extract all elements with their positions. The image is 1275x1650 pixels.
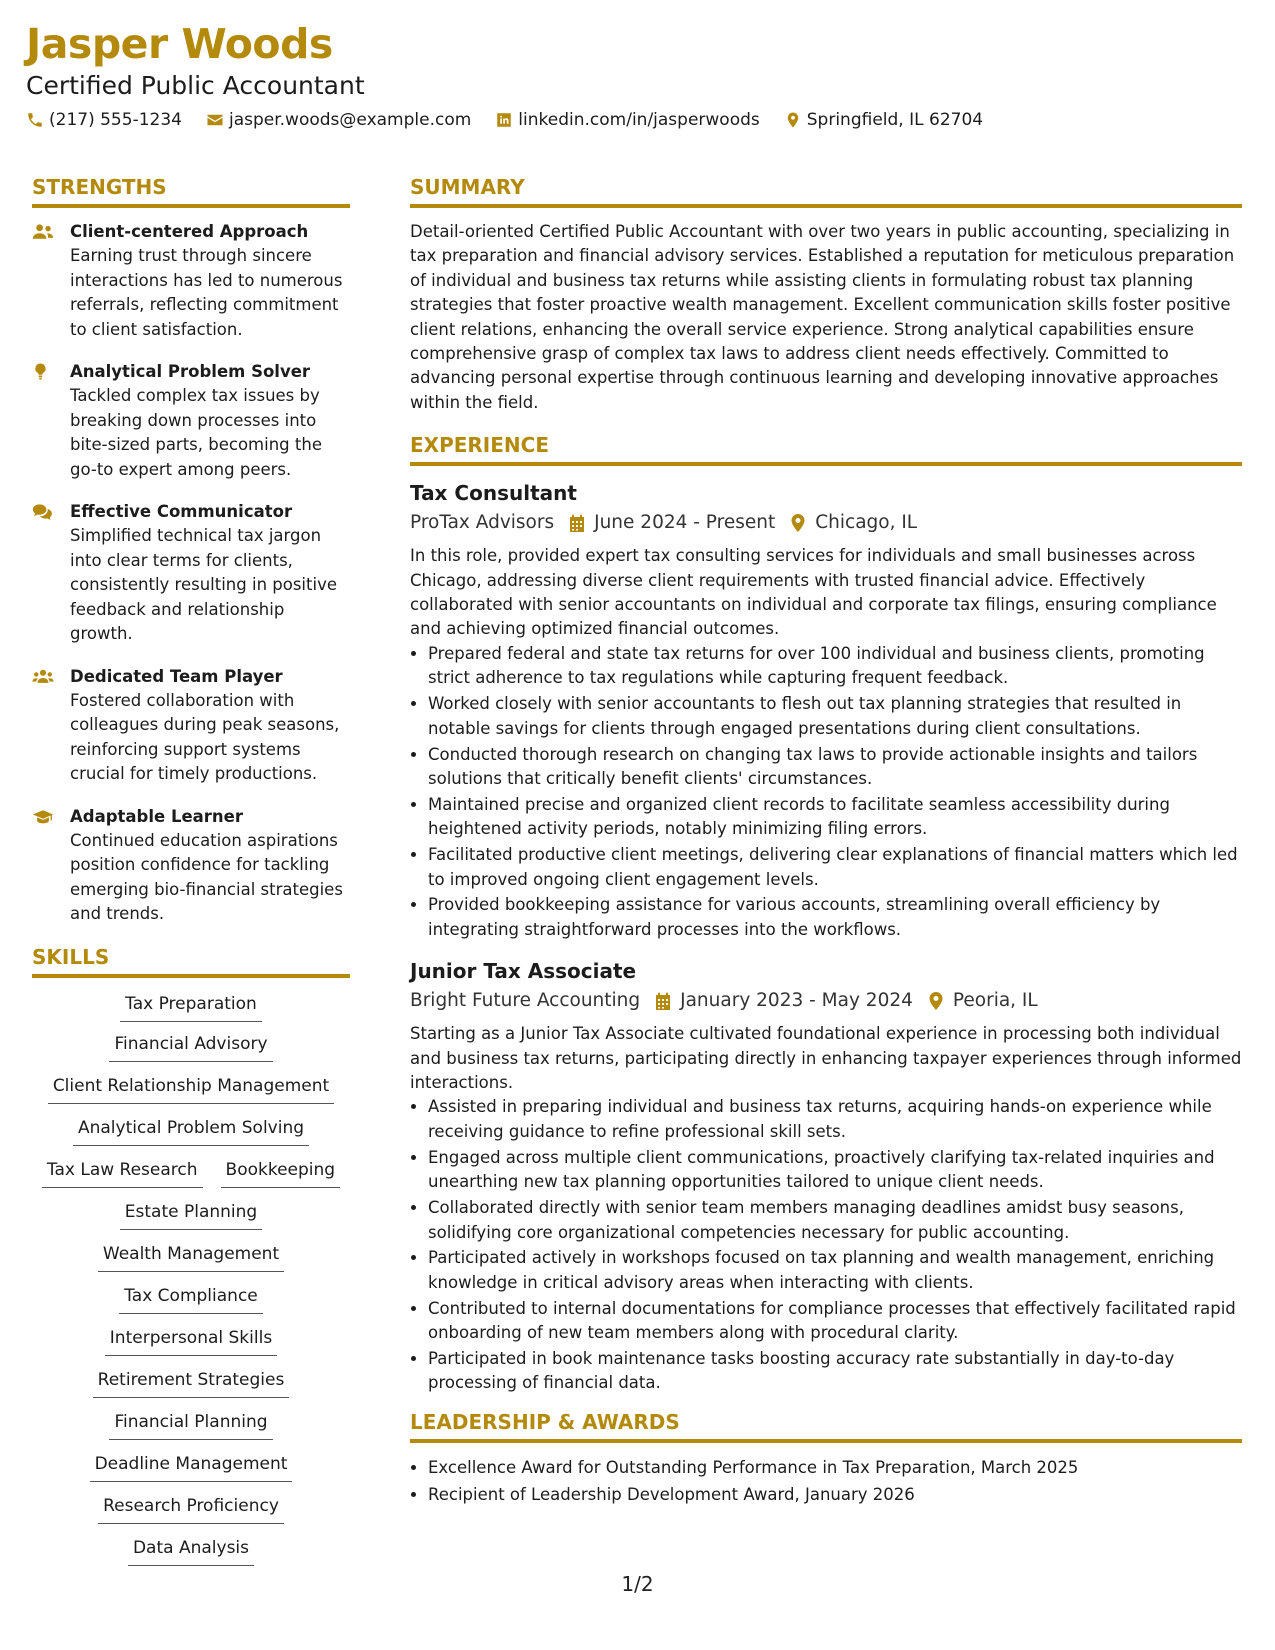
job-bullet: • Collaborated directly with senior team members managing deadlines amidst busy seasons, solidifying core organizational competencies necessary for public accounting. [428, 1196, 1242, 1245]
skill-tag: Tax Preparation [120, 990, 262, 1022]
strength-name: Adaptable Learner [70, 806, 244, 826]
lightbulb-icon [32, 360, 60, 482]
right-column [410, 175, 1242, 1510]
contact-location [784, 110, 983, 130]
skill-tag: Tax Law Research [42, 1156, 203, 1188]
strength-item [32, 360, 350, 482]
job-entry [410, 956, 1242, 1396]
resume-header [26, 22, 983, 130]
skill-tag: Financial Planning [109, 1408, 272, 1440]
strength-desc: Fostered collaboration with colleagues during peak seasons, reinforcing support systems crucial for timely productions. [70, 690, 340, 783]
skills-row [32, 1534, 350, 1566]
contact-linkedin[interactable] [495, 110, 759, 130]
job-location: Chicago, IL [815, 512, 918, 534]
strength-name: Analytical Problem Solver [70, 362, 311, 381]
skill-tag: Data Analysis [128, 1534, 254, 1566]
job-bullets [410, 642, 1242, 942]
contact-phone [26, 110, 182, 130]
skills-list [32, 990, 350, 1566]
skills-row [32, 1408, 350, 1440]
email-link[interactable]: jasper.woods@example.com [228, 110, 472, 131]
skills-row [32, 1114, 350, 1146]
job-bullet: • Facilitated productive client meetings, delivering clear explanations of financial matters which led to improved ongoing client engagement levels. [428, 843, 1242, 892]
skills-row [32, 1324, 350, 1356]
job-company: ProTax Advisors [410, 512, 555, 534]
summary-text: Detail-oriented Certified Public Accountant with over two years in public accounting, specializing in tax preparation and financial advisory services. Established a reputation for meticulous preparation of individual and business tax returns while assisting clients in formulating robust tax planning strategies that foster proactive wealth management. Excellent communication skills foster positive client relations, enhancing the overall service experience. Strong analytical capabilities ensure comprehensive grasp of complex tax laws to address client needs effectively. Committed to advancing personal expertise through continuous learning and developing innovative approaches within the field. [410, 222, 1235, 412]
linkedin-icon [495, 111, 513, 129]
skill-tag: Wealth Management [98, 1240, 284, 1272]
strength-desc: Simplified technical tax jargon into clear terms for clients, consistently resulting in positive feedback and relationship growth. [70, 526, 337, 643]
strengths-heading: STRENGTHS [32, 175, 350, 208]
skills-heading: SKILLS [32, 945, 350, 978]
skills-row [32, 1240, 350, 1272]
team-icon [32, 665, 60, 787]
strength-name: Dedicated Team Player [70, 666, 283, 686]
job-bullet: • Worked closely with senior accountants to flesh out tax planning strategies that resulted in notable savings for clients through engaged presentations during client consultations. [428, 692, 1242, 741]
job-meta [410, 508, 1242, 538]
awards-heading: LEADERSHIP & AWARDS [410, 1410, 1242, 1443]
job-bullet: • Participated actively in workshops focused on tax planning and wealth management, enriching knowledge in critical advisory areas when interacting with clients. [428, 1246, 1242, 1295]
job-title: Junior Tax Associate [410, 959, 637, 984]
summary-heading: SUMMARY [410, 175, 1242, 208]
calendar-icon [568, 513, 586, 533]
left-column [32, 175, 350, 1566]
comments-icon [32, 500, 60, 647]
job-title: Tax Consultant [410, 481, 577, 506]
strength-desc: Earning trust through sincere interactions has led to numerous referrals, reflecting commitment to client satisfaction. [70, 246, 343, 339]
skill-tag: Estate Planning [120, 1198, 262, 1230]
skill-tag: Client Relationship Management [48, 1072, 334, 1104]
skill-tag: Deadline Management [90, 1450, 293, 1482]
job-bullet: • Engaged across multiple client communications, proactively clarifying tax-related inquiries and unearthing new tax planning opportunities tailored to unique client needs. [428, 1146, 1242, 1195]
job-bullet: • Conducted thorough research on changing tax laws to provide actionable insights and tailors solutions that critically benefit clients' circumstances. [428, 743, 1242, 792]
skills-row [32, 1450, 350, 1482]
award-item: • Recipient of Leadership Development Award, January 2026 [428, 1482, 1242, 1508]
map-marker-icon [927, 991, 945, 1011]
job-bullet: • Participated in book maintenance tasks boosting accuracy rate substantially in day-to-day processing of financial data. [428, 1347, 1242, 1396]
map-marker-icon [789, 513, 807, 533]
skill-tag: Interpersonal Skills [105, 1324, 277, 1356]
skills-row [32, 1366, 350, 1398]
users-icon [32, 220, 60, 342]
award-item: • Excellence Award for Outstanding Performance in Tax Preparation, March 2025 [428, 1455, 1242, 1481]
strength-desc: Tackled complex tax issues by breaking down processes into bite-sized parts, becoming the go-to expert among peers. [70, 386, 322, 479]
location-text: Springfield, IL 62704 [806, 110, 984, 131]
strength-item [32, 500, 350, 647]
graduation-cap-icon [32, 805, 60, 927]
job-location: Peoria, IL [952, 990, 1038, 1012]
job-bullet: • Contributed to internal documentations for compliance processes that effectively facilitated rapid onboarding of new team members along with procedural clarity. [428, 1297, 1242, 1346]
strengths-list [32, 220, 350, 927]
strength-desc: Continued education aspirations position confidence for tackling emerging bio-financial strategies and trends. [70, 830, 343, 923]
skill-tag: Tax Compliance [119, 1282, 263, 1314]
strength-item [32, 665, 350, 787]
job-company: Bright Future Accounting [410, 990, 641, 1012]
skill-tag: Research Proficiency [98, 1492, 284, 1524]
awards-section [410, 1410, 1242, 1509]
job-bullet: • Maintained precise and organized client records to facilitate seamless accessibility during heightened activity periods, notably minimizing filing errors. [428, 793, 1242, 842]
job-dates: January 2023 - May 2024 [680, 990, 913, 1012]
experience-heading: EXPERIENCE [410, 433, 1242, 466]
phone-icon [26, 111, 44, 129]
job-entry [410, 478, 1242, 942]
map-marker-icon [784, 111, 802, 129]
skill-tag: Retirement Strategies [93, 1366, 290, 1398]
skills-row [32, 990, 350, 1062]
contact-email[interactable] [206, 110, 471, 130]
job-bullet: • Prepared federal and state tax returns for over 100 individual and business clients, promoting strict adherence to tax regulations while capturing frequent feedback. [428, 642, 1242, 691]
skill-tag: Analytical Problem Solving [73, 1114, 309, 1146]
skills-row [32, 1282, 350, 1314]
skills-row [32, 1072, 350, 1104]
skills-row [32, 1198, 350, 1230]
job-bullets [410, 1095, 1242, 1395]
skills-row [32, 1492, 350, 1524]
calendar-icon [654, 991, 672, 1011]
strength-name: Effective Communicator [70, 502, 293, 521]
skill-tag: Bookkeeping [221, 1156, 341, 1188]
contact-bar [26, 110, 983, 130]
linkedin-link[interactable]: linkedin.com/in/jasperwoods [518, 110, 760, 131]
job-dates: June 2024 - Present [594, 512, 776, 534]
candidate-title: Certified Public Accountant [26, 71, 365, 101]
strength-item [32, 805, 350, 927]
job-description: In this role, provided expert tax consulting services for individuals and small businesses across Chicago, addressing diverse client requirements with trusted financial advice. Effectively collaborated with senior accountants on individual and corporate tax filings, ensuring compliance and achieving optimized financial outcomes. [410, 546, 1217, 639]
strength-name: Client-centered Approach [70, 222, 309, 241]
page-number: 1/2 [621, 1572, 654, 1596]
candidate-name: Jasper Woods [26, 20, 333, 68]
envelope-icon [206, 111, 224, 129]
awards-list [410, 1455, 1242, 1509]
strength-item [32, 220, 350, 342]
job-bullet: • Provided bookkeeping assistance for various accounts, streamlining overall efficiency by integrating straightforward processes into the workflows. [428, 893, 1242, 942]
job-bullet: • Assisted in preparing individual and business tax returns, acquiring hands-on experience while receiving guidance to refine professional skill sets. [428, 1095, 1242, 1144]
job-meta [410, 986, 1242, 1016]
skill-tag: Financial Advisory [109, 1030, 272, 1062]
phone-text: (217) 555-1234 [49, 110, 182, 131]
job-description: Starting as a Junior Tax Associate cultivated foundational experience in processing both individual and business tax returns, participating directly in enhancing taxpayer experiences through informed interactions. [410, 1024, 1242, 1093]
skills-row [32, 1156, 350, 1188]
